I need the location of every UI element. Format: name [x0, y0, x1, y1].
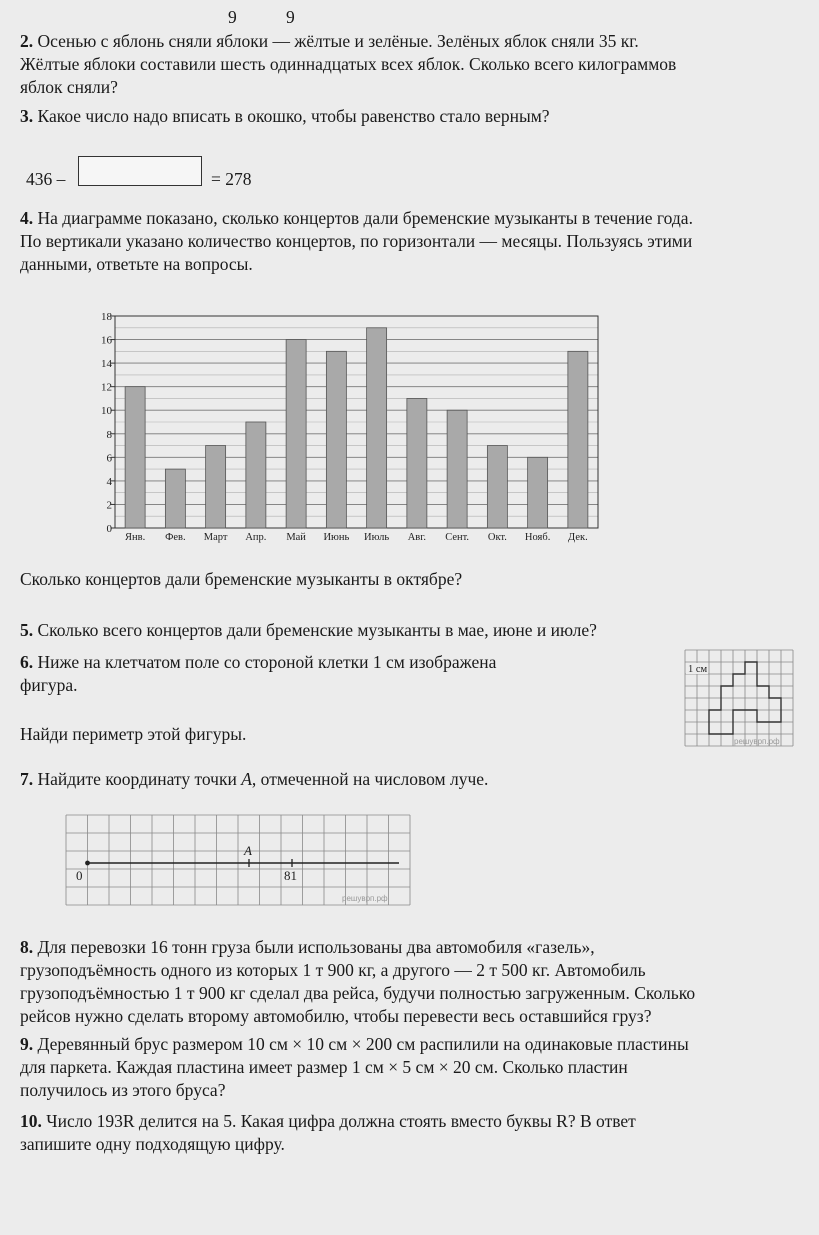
question-text-line: Осенью с яблонь сняли яблоки — жёлтые и зелёные. Зелёных яблок сняли 35 кг.	[37, 31, 639, 51]
question-text-line: Деревянный брус размером 10 см × 10 см × 200 см распилили на одинаковые пластины	[37, 1034, 689, 1054]
y-tick-label: 2	[106, 499, 112, 512]
question-text-line: рейсов нужно сделать второму автомобилю, чтобы перевести весь оставшийся груз?	[20, 1006, 652, 1026]
bar	[165, 469, 185, 528]
question-text: Сколько всего концертов дали бременские музыканты в мае, июне и июле?	[37, 620, 597, 640]
bar	[125, 387, 145, 528]
question-text-line: Жёлтые яблоки составили шесть одиннадцатых всех яблок. Сколько всего килограммов	[20, 54, 677, 74]
question-text-line: Для перевозки 16 тонн груза были использованы два автомобиля «газель»,	[37, 937, 595, 957]
x-category-label: Янв.	[125, 532, 146, 543]
y-tick-label: 18	[101, 311, 112, 323]
question-number: 4.	[20, 208, 34, 228]
top-mark: 9	[286, 7, 295, 27]
watermark: решуврп.рф	[342, 894, 388, 903]
question-number: 9.	[20, 1034, 34, 1054]
question-10	[20, 1110, 818, 1156]
x-category-label: Авг.	[407, 532, 427, 543]
bar	[447, 410, 467, 528]
y-tick-label: 4	[106, 475, 112, 488]
bar	[528, 457, 548, 528]
bar	[246, 422, 266, 528]
grid-scale-label: 1 см	[688, 664, 708, 675]
bar	[487, 446, 507, 528]
y-tick-label: 6	[106, 452, 112, 465]
question-text-line: данными, ответьте на вопросы.	[20, 254, 253, 274]
question-text-line: для паркета. Каждая пластина имеет размер 1 см × 5 см × 20 см. Сколько пластин	[20, 1057, 628, 1077]
question-number: 7.	[20, 769, 34, 789]
question-5	[20, 619, 597, 642]
x-category-label: Май	[286, 532, 306, 543]
bar	[367, 328, 387, 528]
y-tick-label: 8	[106, 428, 112, 441]
question-6	[20, 651, 620, 697]
x-category-label: Нояб.	[524, 532, 551, 543]
zero-label: 0	[76, 868, 83, 883]
x-category-label: Фев.	[165, 532, 186, 543]
x-category-label: Апр.	[245, 532, 267, 543]
question-text-line: получилось из этого бруса?	[20, 1080, 226, 1100]
question-text-line: яблок сняли?	[20, 77, 118, 97]
bar	[286, 340, 306, 528]
question-number: 10.	[20, 1111, 42, 1131]
question-text-line: На диаграмме показано, сколько концертов дали бременские музыканты в течение года.	[37, 208, 693, 228]
equation-right: = 278	[211, 169, 252, 189]
grid-figure	[680, 648, 800, 748]
x-category-label: Июль	[364, 532, 390, 543]
question-text: , отмеченной на числовом луче.	[251, 769, 489, 789]
question-number: 5.	[20, 620, 34, 640]
y-tick-label: 16	[101, 334, 112, 347]
equation-left: 436 –	[26, 169, 66, 189]
question-number: 6.	[20, 652, 34, 672]
bar	[206, 446, 226, 528]
y-tick-label: 12	[101, 381, 112, 394]
x-category-label: Июнь	[323, 532, 350, 543]
question-number: 2.	[20, 31, 34, 51]
x-category-label: Сент.	[445, 532, 470, 543]
value-label: 81	[284, 868, 297, 883]
x-category-label: Дек.	[568, 532, 588, 543]
question-9	[20, 1033, 818, 1102]
bar	[568, 351, 588, 528]
watermark: решуврп.рф	[734, 737, 780, 746]
question-text: Найдите координату точки	[37, 769, 242, 789]
concerts-bar-chart	[0, 0, 819, 560]
y-tick-label: 14	[101, 358, 112, 371]
question-number: 3.	[20, 106, 34, 126]
bar	[407, 398, 427, 528]
question-text-line: грузоподъёмностью 1 т 900 кг сделал два рейса, будучи полностью загруженным. Сколько	[20, 983, 696, 1003]
point-name: A	[241, 769, 252, 789]
question-8	[20, 936, 818, 1028]
ray-grid-lines	[66, 815, 410, 905]
x-category-label: Окт.	[487, 532, 507, 543]
bar	[326, 351, 346, 528]
question-text-line: По вертикали указано количество концертов, по горизонтали — месяцы. Пользуясь этими	[20, 231, 693, 251]
question-text-line: фигура.	[20, 675, 78, 695]
question-text-line: Ниже на клетчатом поле со стороной клетки 1 см изображена	[37, 652, 497, 672]
question-4-ask: Сколько концертов дали бременские музыканты в октябре?	[20, 569, 463, 589]
ray-origin	[85, 861, 90, 866]
x-category-label: Март	[203, 532, 228, 543]
question-text-line: запишите одну подходящую цифру.	[20, 1134, 285, 1154]
point-a-label: A	[244, 843, 252, 858]
question-number: 8.	[20, 937, 34, 957]
question-text-line: грузоподъёмность одного из которых 1 т 900 кг, а другого — 2 т 500 кг. Автомобиль	[20, 960, 646, 980]
question-text-line: Число 193R делится на 5. Какая цифра должна стоять вместо буквы R? В ответ	[46, 1111, 636, 1131]
top-mark: 9	[228, 7, 237, 27]
number-ray-grid	[64, 813, 412, 909]
question-6-ask: Найди периметр этой фигуры.	[20, 724, 247, 744]
question-7	[20, 768, 488, 791]
question-text: Какое число надо вписать в окошко, чтобы равенство стало верным?	[37, 106, 550, 126]
y-tick-label: 10	[101, 405, 112, 418]
y-tick-label: 0	[106, 523, 112, 535]
